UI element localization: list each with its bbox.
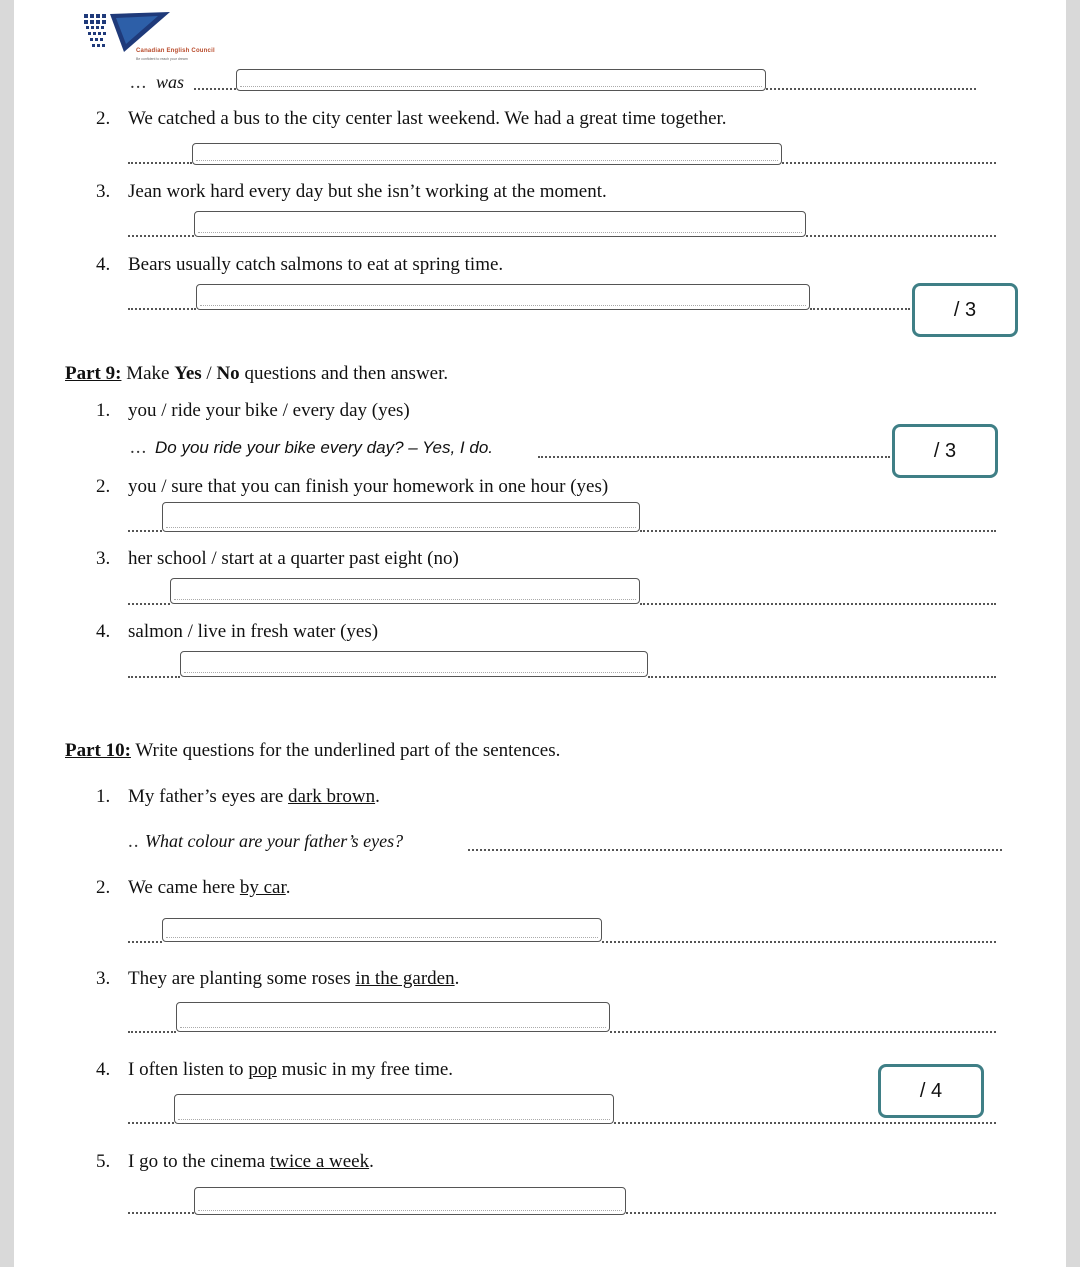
dotted-line: [468, 849, 1002, 851]
part10-q2-answer-field[interactable]: [162, 918, 602, 942]
question-text: .: [454, 968, 460, 989]
question-text: My father’s eyes are: [128, 786, 289, 807]
question-text: They are planting some roses: [128, 968, 356, 989]
part10-example-answer: What colour are your father’s eyes?: [145, 831, 404, 851]
instruction-yes: Yes: [174, 363, 202, 384]
part10-q3-answer-field[interactable]: [176, 1002, 610, 1032]
instruction-text: /: [201, 363, 217, 384]
part8-score-box: / 3: [912, 283, 1018, 337]
instruction-no: No: [216, 363, 240, 384]
dotted-line: [614, 1122, 996, 1124]
part10-score-box: / 4: [878, 1064, 984, 1118]
dotted-line: [538, 456, 890, 458]
dotted-line: [128, 308, 196, 310]
part9-q4-answer-field[interactable]: [180, 651, 648, 677]
question-text: Jean work hard every day but she isn’t working at the moment.: [128, 181, 607, 202]
answer-lead-dots: ..: [128, 831, 140, 852]
part10-question-4: [96, 1059, 453, 1081]
part8-q3-answer-field[interactable]: [194, 211, 806, 237]
dotted-line: [128, 1122, 174, 1124]
part9-title: [65, 363, 448, 385]
part10-title: [65, 740, 560, 762]
part9-question-1: [96, 400, 410, 422]
instruction-text: questions and then answer.: [239, 363, 449, 384]
part9-question-2: [96, 476, 608, 498]
underlined-part: in the garden: [355, 968, 455, 989]
underlined-part: by car: [239, 877, 286, 898]
question-number: 3.: [96, 548, 111, 569]
question-text: .: [369, 1151, 374, 1172]
part10-q4-answer-field[interactable]: [174, 1094, 614, 1124]
part10-question-5: [96, 1151, 374, 1173]
question-number: 3.: [96, 181, 111, 202]
question-text: salmon / live in fresh water (yes): [128, 621, 379, 642]
dotted-line: [128, 676, 180, 678]
dotted-line: [626, 1212, 996, 1214]
q1-fragment: was: [156, 72, 185, 92]
dotted-line: [128, 603, 170, 605]
dotted-line: [128, 530, 162, 532]
dotted-line: [128, 162, 192, 164]
question-number: 2.: [96, 877, 111, 898]
question-number: 2.: [96, 476, 111, 497]
question-text: you / ride your bike / every day (yes): [128, 400, 410, 421]
part9-question-3: [96, 548, 459, 570]
worksheet-page: [14, 0, 1066, 1267]
part8-q2-answer-field[interactable]: [192, 143, 782, 165]
dotted-line: [766, 88, 976, 90]
dotted-line: [610, 1031, 996, 1033]
dotted-line: [640, 603, 996, 605]
question-number: 4.: [96, 621, 111, 642]
part9-q2-answer-field[interactable]: [162, 502, 640, 532]
answer-lead-dots: ...: [130, 72, 148, 93]
question-text: .: [285, 877, 291, 898]
dotted-line: [194, 88, 236, 90]
part9-example-answer: Do you ride your bike every day? – Yes, I do.: [155, 438, 493, 457]
question-text: music in my free time.: [276, 1059, 454, 1080]
question-number: 3.: [96, 968, 111, 989]
part8-q4-answer-field[interactable]: [196, 284, 810, 310]
question-text: We came here: [128, 877, 240, 898]
part8-question-3: [96, 181, 607, 203]
instruction-text: Write questions for the underlined part of the sentences.: [130, 740, 561, 761]
underlined-part: twice a week: [269, 1151, 370, 1172]
question-number: 2.: [96, 108, 111, 129]
question-text: .: [375, 786, 380, 807]
part9-question-4: [96, 621, 378, 643]
dotted-line: [602, 941, 996, 943]
question-text: We catched a bus to the city center last weekend. We had a great time together.: [128, 108, 727, 129]
question-number: 4.: [96, 254, 111, 275]
part9-q3-answer-field[interactable]: [170, 578, 640, 604]
question-number: 4.: [96, 1059, 111, 1080]
part8-question-4: [96, 254, 503, 276]
question-number: 5.: [96, 1151, 111, 1172]
question-text: Bears usually catch salmons to eat at spring time.: [128, 254, 504, 275]
instruction-text: Make: [121, 363, 175, 384]
part10-question-1: [96, 786, 380, 808]
dotted-line: [810, 308, 910, 310]
question-text: her school / start at a quarter past eight (no): [128, 548, 459, 569]
part-label: Part 9:: [65, 363, 122, 384]
part-label: Part 10:: [65, 740, 131, 761]
part8-q1-answer-field[interactable]: [236, 69, 766, 91]
logo: [80, 8, 250, 68]
question-text: you / sure that you can finish your homework in one hour (yes): [128, 476, 609, 497]
dotted-line: [806, 235, 996, 237]
part8-question-2: [96, 108, 727, 130]
dotted-line: [128, 1031, 176, 1033]
underlined-part: pop: [248, 1059, 277, 1080]
logo-tagline: Be confident to reach your dream: [136, 57, 188, 61]
dotted-line: [640, 530, 996, 532]
dotted-line: [128, 1212, 194, 1214]
dotted-line: [782, 162, 996, 164]
logo-name: Canadian English Council: [136, 48, 215, 54]
dotted-line: [648, 676, 996, 678]
part10-q5-answer-field[interactable]: [194, 1187, 626, 1215]
question-text: I often listen to: [128, 1059, 249, 1080]
answer-lead-dots: ...: [130, 437, 148, 458]
part9-score-box: / 3: [892, 424, 998, 478]
dotted-line: [128, 941, 162, 943]
part10-question-2: [96, 877, 291, 899]
underlined-part: dark brown: [288, 786, 376, 807]
question-text: I go to the cinema: [128, 1151, 270, 1172]
part10-question-3: [96, 968, 459, 990]
question-number: 1.: [96, 400, 111, 421]
question-number: 1.: [96, 786, 111, 807]
dotted-line: [128, 235, 194, 237]
